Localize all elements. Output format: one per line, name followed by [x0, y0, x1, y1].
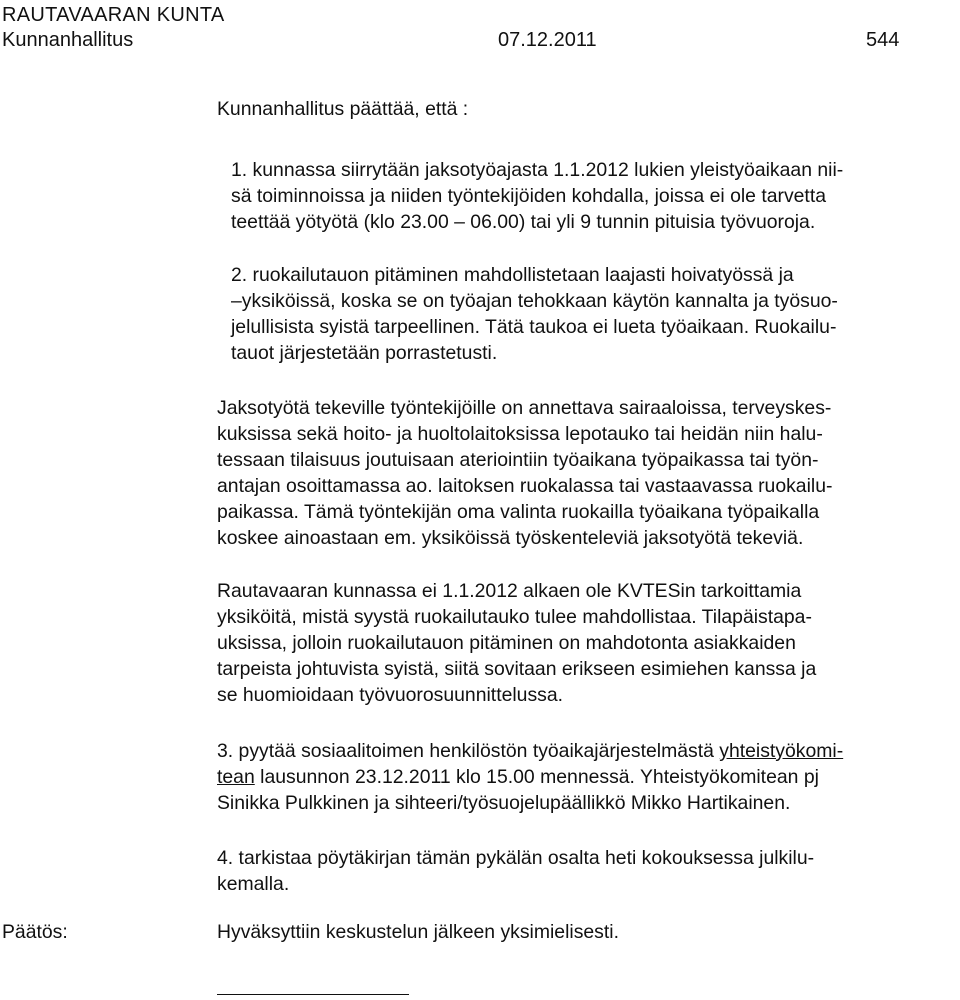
paragraph-jaksotyo: Jaksotyötä tekeville työntekijöille on annettava sairaaloissa, terveyskes- kuksissa sekä hoito- ja huoltolaitoksissa lepotauko tai heidän niin halu- tessaan tilaisuus joutuisaan ateriointiin työaikana työpaikassa tai työn- antajan osoittamassa ao. laitoksen ruokalassa tai vastaavassa ruokailu- paikassa. Tämä työntekijän oma valinta ruokailla työaikana työpaikalla koskee ainoastaan em. yksiköissä työskenteleviä jaksotyötä tekeviä.: [217, 397, 833, 549]
decision-text: Hyväksyttiin keskustelun jälkeen yksimielisesti.: [217, 921, 619, 943]
item-4: 4. tarkistaa pöytäkirjan tämän pykälän osalta heti kokouksessa julkilu- kemalla.: [217, 847, 815, 895]
signature-line: [217, 994, 409, 995]
paragraph-rautavaara: Rautavaaran kunnassa ei 1.1.2012 alkaen ole KVTESin tarkoittamia yksiköitä, mistä syystä ruokailutauko tulee mahdollistaa. Tilapäistapa- uksissa, jolloin ruokailutauon pitäminen on mahdotonta asiakkaiden tarpeista johtuvista syistä, siitä sovitaan erikseen esimiehen kanssa ja se huomioidaan työvuorosuunnittelussa.: [217, 580, 817, 706]
item-3: 3. pyytää sosiaalitoimen henkilöstön työaikajärjestelmästä yhteistyökomi- tean lausunnon 23.12.2011 klo 15.00 mennessä. Yhteistyökomitean pj Sinikka Pulkkinen ja sihteeri/työsuojelupäällikkö Mikko Hartikainen.: [217, 740, 844, 814]
page-number: 544: [866, 29, 900, 51]
committee-link: yhteistyökomi-: [719, 740, 844, 762]
governing-body: Kunnanhallitus: [2, 29, 134, 51]
item-2: 2. ruokailutauon pitäminen mahdollistetaan laajasti hoivatyössä ja –yksiköissä, koska se on työajan tehokkaan käytön kannalta ja työsuo- jelullisista syistä tarpeellinen. Tätä taukoa ei lueta työaikaan. Ruokailu- tauot järjestetään porrastetusti.: [231, 264, 838, 364]
committee-link-cont: tean: [217, 766, 255, 788]
decision-intro: Kunnanhallitus päättää, että :: [217, 98, 469, 120]
meeting-date: 07.12.2011: [498, 29, 597, 51]
organization-name: RAUTAVAARAN KUNTA: [2, 4, 225, 26]
item-1: 1. kunnassa siirrytään jaksotyöajasta 1.1.2012 lukien yleistyöaikaan nii- sä toiminnoissa ja niiden työntekijöiden kohdalla, joissa ei ole tarvetta teettää yötyötä (klo 23.00 – 06.00) tai yli 9 tunnin pituisia työvuoroja.: [231, 159, 844, 233]
decision-label: Päätös:: [2, 921, 68, 943]
